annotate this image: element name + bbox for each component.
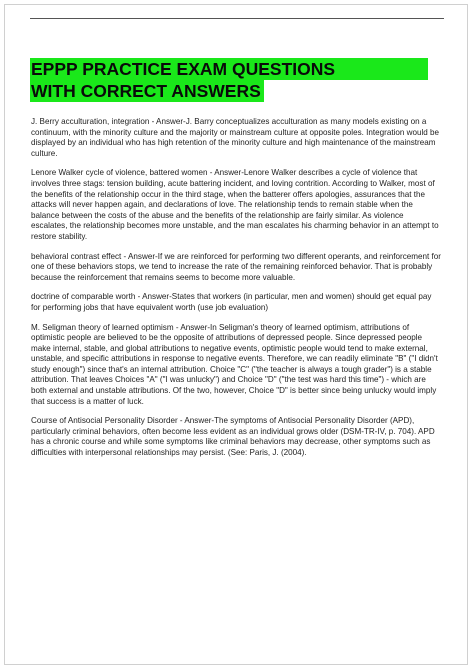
qa-entry-behavioral-contrast: behavioral contrast effect - Answer-If we are reinforced for performing two different operants, and reinforcement for one of these behaviors stops, we tend to increase the rate of the remaining reinforced behavior. That is probably because the reinforcement that remains seems to become more valuable. (31, 251, 441, 282)
document-body (31, 117, 441, 468)
qa-entry-berry-acculturation: J. Berry acculturation, integration - Answer-J. Barry conceptualizes acculturation as many models existing on a continuum, with the minority culture and the majority or mainstream culture at opposite poles. Integration would be displayed by an individual who has high retention of the minority culture and high maintenance of the mainstream culture. (31, 117, 440, 158)
title-line-2: WITH CORRECT ANSWERS (30, 80, 264, 102)
qa-entry-learned-optimism: M. Seligman theory of learned optimism - Answer-In Seligman's theory of learned optimism, attributions of optimistic people are believed to be the opposite of attributions of depressed people. Since depressed people make internal, stable, and global attributions to negative events, optimistic people would tend to make external, unstable, and specific attributions in response to negative events. Therefore, we can readily eliminate "B" ("I didn't study enough") since that's an internal attribution. Choice "C" ("the teacher is always a tough grader") is a stable attribution. That leaves Choices "A" ("I was unlucky") and Choice "D" ("the test was hard this time") - which are both external and unstable attributions. Of the two, however, Choice "D" is better since being unlucky would imply that success is a matter of luck. (31, 322, 438, 406)
qa-entry-comparable-worth: doctrine of comparable worth - Answer-States that workers (in particular, men and women) should get equal pay for performing jobs that have equivalent worth (use job evaluation) (31, 292, 432, 312)
title-line-1: EPPP PRACTICE EXAM QUESTIONS (30, 58, 428, 80)
qa-entry-walker-cycle-of-violence: Lenore Walker cycle of violence, battered women - Answer-Lenore Walker describes a cycle of violence that involves three stags: tension building, acute battering incident, and loving contrition. According to Walker, most of the benefits of the relationship occur in the third stage, when the batterer offers apologies, assurances that the attacks will never happen again, and declarations of love. The relationship tends to remain stable when the balance between the costs of the abuse and the benefits of the relationship are fairly similar. As violence escalates, the relationship becomes more unstable, and the man escalates his charming behavior in an attempt to restore stability. (31, 168, 439, 241)
qa-entry-antisocial-personality: Course of Antisocial Personality Disorder - Answer-The symptoms of Antisocial Personality Disorder (APD), particularly criminal behaviors, often become less evident as an individual grows older (DSM-TR-IV, p. 704). APD has a chronic course and while some symptoms like criminal behaviors may decrease, other symptoms such as difficulties with interpersonal relationships may persist. (See: Paris, J. (2004). (31, 416, 435, 458)
header-rule (30, 18, 444, 19)
document-title (30, 58, 432, 102)
